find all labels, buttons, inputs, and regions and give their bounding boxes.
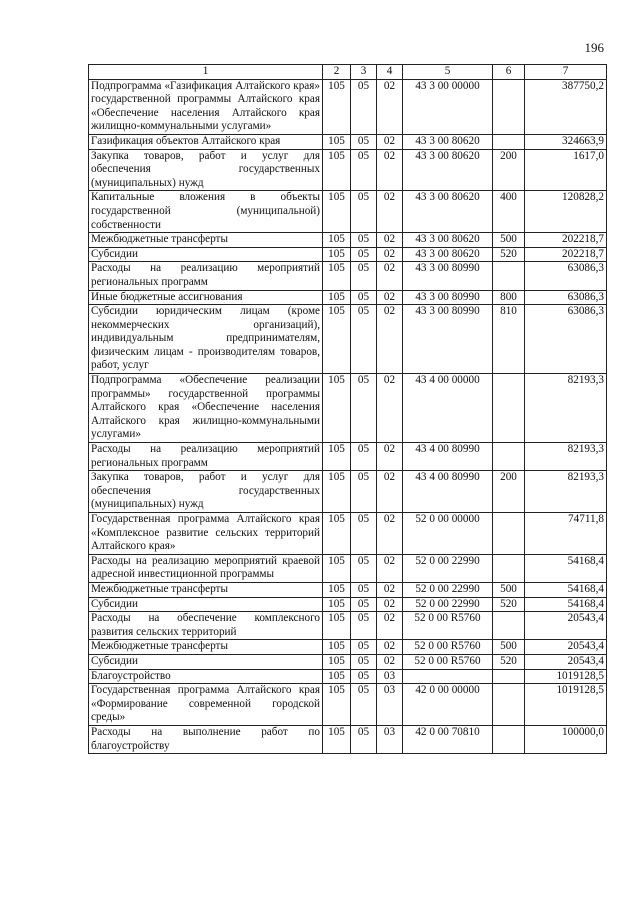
row-section-cell: 05 [351,513,377,555]
row-name-cell: Подпрограмма «Газификация Алтайского края» государственной программы Алтайского края «Обеспечение населения Алтайского края жилищно-коммунальными услугами» [89,79,323,134]
budget-table [88,64,607,754]
page-number: 196 [584,40,604,55]
row-section-cell: 05 [351,443,377,471]
table-row [89,654,607,669]
row-name-cell: Субсидии юридическим лицам (кроме некоммерческих организаций), индивидуальным предпринимателям, физическим лицам - производителям товаров, работ, услуг [89,305,323,374]
table-row [89,725,607,753]
table-row [89,149,607,191]
row-ministry-cell: 105 [323,305,351,374]
row-amount-cell: 1019128,5 [525,669,607,684]
table-row [89,554,607,582]
row-section-cell: 05 [351,374,377,443]
row-amount-cell: 74711,8 [525,513,607,555]
table-header-row [89,65,607,80]
row-section-cell: 05 [351,582,377,597]
row-amount-cell: 63086,3 [525,262,607,290]
row-ministry-cell: 105 [323,725,351,753]
row-ministry-cell: 105 [323,513,351,555]
row-subsection-cell: 02 [377,654,403,669]
row-target-article-cell: 43 4 00 80990 [403,471,493,513]
header-cell-name: 1 [89,65,323,80]
row-expense-type-cell [493,443,525,471]
row-expense-type-cell [493,79,525,134]
row-target-article-cell: 42 0 00 70810 [403,725,493,753]
row-section-cell: 05 [351,597,377,612]
table-row [89,374,607,443]
row-amount-cell: 63086,3 [525,305,607,374]
header-cell-subsection: 4 [377,65,403,80]
row-ministry-cell: 105 [323,290,351,305]
header-cell-section: 3 [351,65,377,80]
row-amount-cell: 387750,2 [525,79,607,134]
row-name-cell: Капитальные вложения в объекты государственной (муниципальной) собственности [89,191,323,233]
row-subsection-cell: 02 [377,79,403,134]
row-ministry-cell: 105 [323,247,351,262]
row-target-article-cell: 43 3 00 80620 [403,233,493,248]
row-name-cell: Субсидии [89,654,323,669]
row-amount-cell: 1019128,5 [525,684,607,726]
row-section-cell: 05 [351,471,377,513]
row-expense-type-cell: 500 [493,233,525,248]
row-ministry-cell: 105 [323,443,351,471]
row-expense-type-cell: 520 [493,597,525,612]
row-section-cell: 05 [351,684,377,726]
row-expense-type-cell: 500 [493,640,525,655]
row-expense-type-cell: 810 [493,305,525,374]
row-name-cell: Расходы на выполнение работ по благоустройству [89,725,323,753]
row-amount-cell: 54168,4 [525,597,607,612]
row-name-cell: Иные бюджетные ассигнования [89,290,323,305]
row-name-cell: Межбюджетные трансферты [89,640,323,655]
row-subsection-cell: 03 [377,669,403,684]
row-ministry-cell: 105 [323,79,351,134]
table-row [89,471,607,513]
row-amount-cell: 63086,3 [525,290,607,305]
row-target-article-cell: 52 0 00 R5760 [403,612,493,640]
row-target-article-cell: 52 0 00 R5760 [403,654,493,669]
row-amount-cell: 20543,4 [525,654,607,669]
table-row [89,262,607,290]
row-subsection-cell: 02 [377,554,403,582]
row-ministry-cell: 105 [323,684,351,726]
row-subsection-cell: 02 [377,374,403,443]
row-section-cell: 05 [351,233,377,248]
row-ministry-cell: 105 [323,654,351,669]
row-amount-cell: 324663,9 [525,134,607,149]
row-expense-type-cell [493,134,525,149]
row-name-cell: Закупка товаров, работ и услуг для обеспечения государственных (муниципальных) нужд [89,149,323,191]
row-expense-type-cell [493,725,525,753]
row-target-article-cell: 43 3 00 80990 [403,262,493,290]
row-subsection-cell: 02 [377,191,403,233]
row-ministry-cell: 105 [323,582,351,597]
row-section-cell: 05 [351,134,377,149]
row-ministry-cell: 105 [323,640,351,655]
row-name-cell: Субсидии [89,247,323,262]
row-amount-cell: 20543,4 [525,612,607,640]
row-ministry-cell: 105 [323,262,351,290]
row-section-cell: 05 [351,149,377,191]
row-target-article-cell: 43 3 00 80620 [403,247,493,262]
row-expense-type-cell: 520 [493,247,525,262]
row-ministry-cell: 105 [323,134,351,149]
table-row [89,597,607,612]
row-target-article-cell: 43 4 00 00000 [403,374,493,443]
row-subsection-cell: 02 [377,513,403,555]
row-amount-cell: 202218,7 [525,247,607,262]
header-cell-expense-type: 6 [493,65,525,80]
row-name-cell: Государственная программа Алтайского края «Формирование современной городской среды» [89,684,323,726]
row-ministry-cell: 105 [323,669,351,684]
row-expense-type-cell [493,554,525,582]
row-name-cell: Государственная программа Алтайского края «Комплексное развитие сельских территорий Алтайского края» [89,513,323,555]
row-target-article-cell: 42 0 00 00000 [403,684,493,726]
table-row [89,247,607,262]
row-expense-type-cell [493,684,525,726]
row-target-article-cell: 43 3 00 80990 [403,305,493,374]
row-expense-type-cell: 800 [493,290,525,305]
row-section-cell: 05 [351,305,377,374]
table-row [89,612,607,640]
table-row [89,443,607,471]
row-name-cell: Расходы на обеспечение комплексного развития сельских территорий [89,612,323,640]
table-row [89,290,607,305]
table-body [89,79,607,754]
row-expense-type-cell: 200 [493,471,525,513]
table-row [89,233,607,248]
header-cell-target-article: 5 [403,65,493,80]
row-subsection-cell: 02 [377,443,403,471]
row-amount-cell: 120828,2 [525,191,607,233]
table-row [89,684,607,726]
row-target-article-cell: 43 3 00 80990 [403,290,493,305]
row-expense-type-cell: 400 [493,191,525,233]
row-expense-type-cell [493,262,525,290]
row-section-cell: 05 [351,191,377,233]
row-section-cell: 05 [351,612,377,640]
row-section-cell: 05 [351,262,377,290]
table-row [89,79,607,134]
row-name-cell: Расходы на реализацию мероприятий региональных программ [89,443,323,471]
header-cell-amount: 7 [525,65,607,80]
row-expense-type-cell [493,374,525,443]
row-name-cell: Межбюджетные трансферты [89,582,323,597]
row-expense-type-cell [493,612,525,640]
row-amount-cell: 82193,3 [525,471,607,513]
table-row [89,134,607,149]
row-expense-type-cell [493,513,525,555]
row-target-article-cell: 43 4 00 80990 [403,443,493,471]
row-ministry-cell: 105 [323,149,351,191]
row-expense-type-cell [493,669,525,684]
row-target-article-cell: 52 0 00 22990 [403,597,493,612]
row-ministry-cell: 105 [323,597,351,612]
row-subsection-cell: 03 [377,725,403,753]
row-target-article-cell: 43 3 00 80620 [403,149,493,191]
row-target-article-cell [403,669,493,684]
row-section-cell: 05 [351,640,377,655]
row-subsection-cell: 02 [377,640,403,655]
row-name-cell: Подпрограмма «Обеспечение реализации программы» государственной программы Алтайского края «Обеспечение населения Алтайского края жилищно-коммунальными услугами» [89,374,323,443]
row-subsection-cell: 02 [377,233,403,248]
row-amount-cell: 202218,7 [525,233,607,248]
row-amount-cell: 54168,4 [525,554,607,582]
row-name-cell: Благоустройство [89,669,323,684]
row-subsection-cell: 02 [377,471,403,513]
row-ministry-cell: 105 [323,191,351,233]
row-subsection-cell: 02 [377,305,403,374]
table-row [89,191,607,233]
row-section-cell: 05 [351,247,377,262]
row-subsection-cell: 02 [377,290,403,305]
row-subsection-cell: 02 [377,262,403,290]
row-amount-cell: 54168,4 [525,582,607,597]
row-name-cell: Газификация объектов Алтайского края [89,134,323,149]
row-name-cell: Расходы на реализацию мероприятий региональных программ [89,262,323,290]
row-ministry-cell: 105 [323,233,351,248]
row-expense-type-cell: 520 [493,654,525,669]
row-subsection-cell: 02 [377,247,403,262]
row-ministry-cell: 105 [323,612,351,640]
row-section-cell: 05 [351,725,377,753]
row-expense-type-cell: 200 [493,149,525,191]
table-row [89,513,607,555]
row-amount-cell: 82193,3 [525,374,607,443]
table-row [89,669,607,684]
row-target-article-cell: 52 0 00 R5760 [403,640,493,655]
table-row [89,640,607,655]
row-target-article-cell: 43 3 00 80620 [403,191,493,233]
row-subsection-cell: 02 [377,134,403,149]
row-amount-cell: 100000,0 [525,725,607,753]
row-target-article-cell: 52 0 00 00000 [403,513,493,555]
header-cell-ministry: 2 [323,65,351,80]
row-section-cell: 05 [351,654,377,669]
row-target-article-cell: 52 0 00 22990 [403,582,493,597]
row-section-cell: 05 [351,79,377,134]
row-subsection-cell: 02 [377,149,403,191]
row-subsection-cell: 02 [377,612,403,640]
row-expense-type-cell: 500 [493,582,525,597]
row-ministry-cell: 105 [323,374,351,443]
row-name-cell: Закупка товаров, работ и услуг для обеспечения государственных (муниципальных) нужд [89,471,323,513]
row-section-cell: 05 [351,554,377,582]
row-name-cell: Расходы на реализацию мероприятий краевой адресной инвестиционной программы [89,554,323,582]
row-target-article-cell: 43 3 00 80620 [403,134,493,149]
row-target-article-cell: 43 3 00 00000 [403,79,493,134]
row-amount-cell: 20543,4 [525,640,607,655]
row-section-cell: 05 [351,669,377,684]
row-target-article-cell: 52 0 00 22990 [403,554,493,582]
row-subsection-cell: 02 [377,597,403,612]
row-name-cell: Межбюджетные трансферты [89,233,323,248]
table-row [89,582,607,597]
row-ministry-cell: 105 [323,554,351,582]
row-subsection-cell: 02 [377,582,403,597]
row-amount-cell: 82193,3 [525,443,607,471]
row-ministry-cell: 105 [323,471,351,513]
row-section-cell: 05 [351,290,377,305]
row-name-cell: Субсидии [89,597,323,612]
row-amount-cell: 1617,0 [525,149,607,191]
row-subsection-cell: 03 [377,684,403,726]
table-row [89,305,607,374]
